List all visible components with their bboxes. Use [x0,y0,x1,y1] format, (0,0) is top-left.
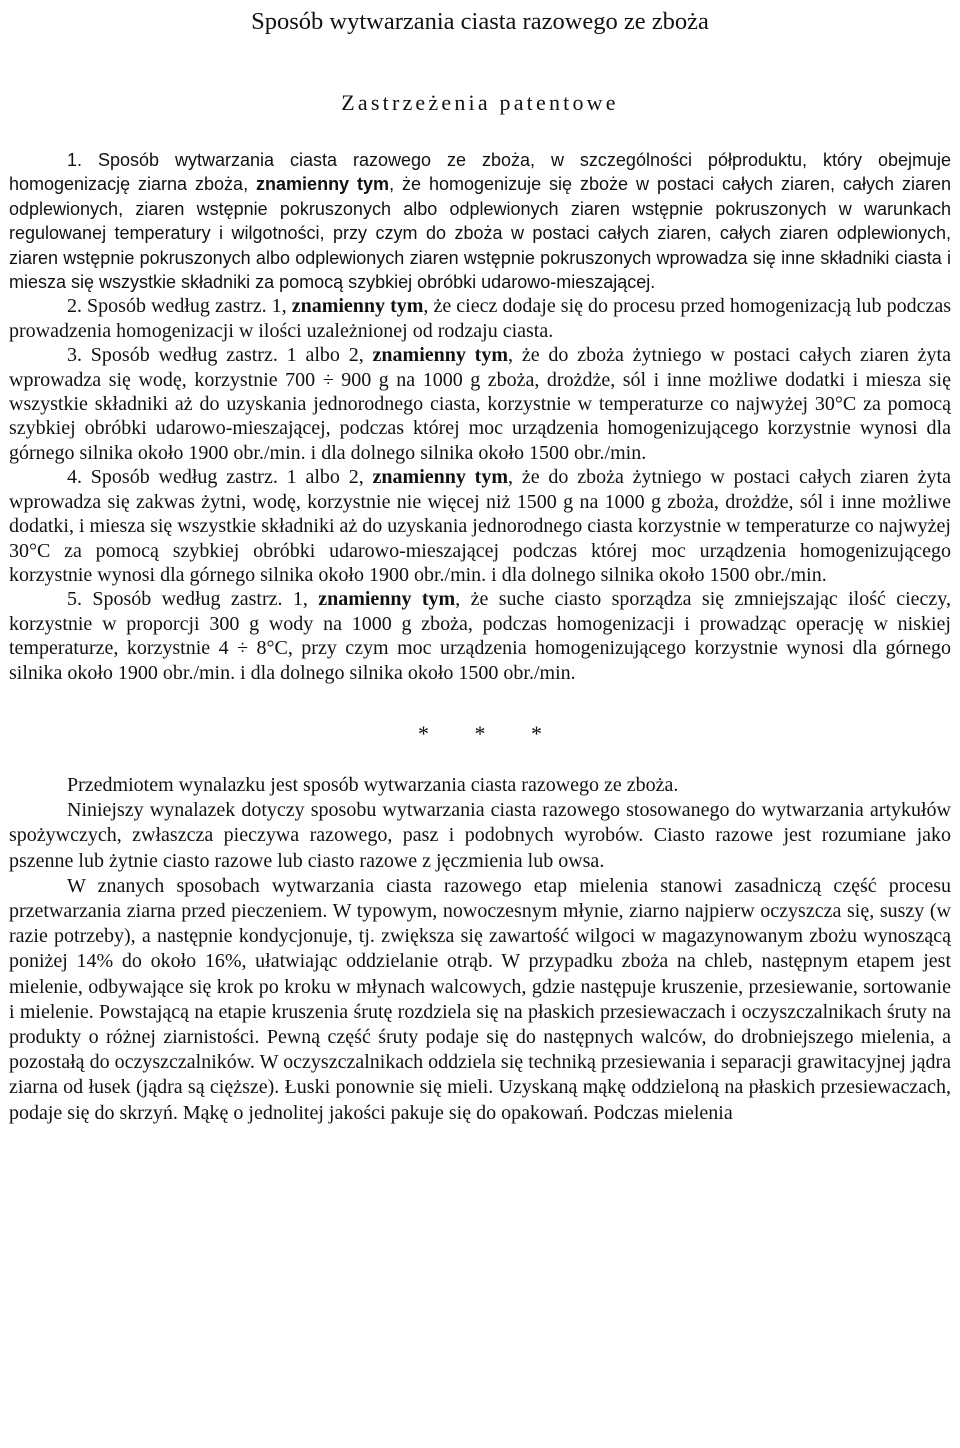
claim-keyword: znamienny tym [291,295,424,318]
claim-keyword: znamienny tym [372,466,509,489]
description-paragraph: Niniejszy wynalazek dotyczy sposobu wytwarzania ciasta razowego stosowanego do wytwarzania artykułów spożywczych, zwłaszcza pieczywa razowego, pasz i podobnych wyrobów. Ciasto razowe jest rozumiane jako pszenne lub żytnie ciasto razowe lub ciasto razowe z jęczmienia lub owsa. [9,799,951,872]
claim-keyword: znamienny tym [372,344,509,367]
claim-3 [9,343,951,465]
section-separator: * * * [418,720,562,746]
claim-text: , że suche ciasto sporządza się zmniejszając ilość cieczy, korzystnie w proporcji 300 g wody na 1000 g zboża, podczas homogenizacji i prowadząc operację w niskiej temperaturze, korzystnie 4 ÷ 8°C, przy czym moc urządzenia homogenizującego korzystnie wynosi dla górnego silnika około 1900 obr./min. i dla dolnego silnika około 1500 obr./min. [9,588,952,684]
claim-keyword: znamienny tym [318,588,456,611]
claim-text: 5. Sposób według zastrz. 1, [67,588,319,611]
claim-text: , że ciecz dodaje się do procesu przed homogenizacją lub podczas prowadzenia homogenizacji w ilości uzależnionej od rodzaju ciasta. [9,295,951,342]
claims-heading: Zastrzeżenia patentowe [341,90,619,115]
claim-keyword: znamienny tym [256,174,390,195]
claim-4 [9,465,951,587]
claim-text: , że do zboża żytniego w postaci całych ziaren żyta wprowadza się zakwas żytni, wodę, korzystnie nie więcej niż 1500 g na 1000 g zboża, drożdże, sól i inne możliwe dodatki, i miesza się wszystkie składniki aż do uzyskania jednorodnego ciasta korzystnie w temperaturze co najwyżej 30°C za pomocą szybkiej obróbki udarowo-mieszającej podczas której moc urządzenia homogenizującego korzystnie wynosi dla górnego silnika około 1900 obr./min. i dla dolnego silnika około 1500 obr./min. [9,466,951,586]
description [9,773,951,1126]
description-paragraph: W znanych sposobach wytwarzania ciasta razowego etap mielenia stanowi zasadniczą część procesu przetwarzania ziarna przed pieczeniem. W typowym, nowoczesnym młynie, ziarno najpierw oczyszcza się, suszy (w razie potrzeby), a następnie kondycjonuje, tj. zwiększa się zawartość wilgoci w magazynowanym zbożu wynoszącą poniżej 14% do około 16%, ułatwiając oddzielanie otrąb. W przypadku zboża na chleb, następnym etapem jest mielenie, odbywające się krok po kroku w młynach walcowych, gdzie następuje kruszenie, przesiewanie, sortowanie i mielenie. Powstającą na etapie kruszenia śrutę rozdziela się na płaskich przesiewaczach i oczyszczalnikach śruty na produkty o różnej ziarnistości. Pewną część śruty podaje się do następnych walców, do drobniejszego mielenia, a pozostałą do oczyszczalników. W oczyszczalnikach oddziela się techniką przesiewania i separacji grawitacyjnej jądra ziarna od łusek (jądra są cięższe). Łuski ponownie się mieli. Uzyskaną mąkę oddzieloną na płaskich przesiewaczach, podaje się do skrzyń. Mąkę o jednolitej jakości pakuje się do opakowań. Podczas mielenia [9,874,951,1124]
claim-1 [9,148,951,294]
document-title: Sposób wytwarzania ciasta razowego ze zboża [251,8,709,35]
claim-2 [9,294,951,343]
description-paragraph: Przedmiotem wynalazku jest sposób wytwarzania ciasta razowego ze zboża. [67,773,679,796]
claim-5 [9,587,951,685]
claim-text: 2. Sposób według zastrz. 1, [67,295,292,318]
claim-text: , że homogenizuje się zboże w postaci całych ziaren, całych ziaren odplewionych, ziaren wstępnie pokruszonych albo odplewionych ziaren wstępnie pokruszonych w warunkach regulowanej temperatury i wilgotności, przy czym do zboża w postaci całych ziaren, całych ziaren odplewionych, ziaren wstępnie pokruszonych albo odplewionych ziaren wstępnie pokruszonych wprowadza się inne składniki ciasta i miesza się wszystkie składniki za pomocą szybkiej obróbki udarowo-mieszającej. [9,174,952,293]
claim-text: , że do zboża żytniego w postaci całych ziaren żyta wprowadza się wodę, korzystnie 700 ÷ 900 g na 1000 g zboża, drożdże, sól i inne możliwe dodatki i miesza się wszystkie składniki aż do uzyskania jednorodnego ciasta, korzystnie w temperaturze co najwyżej 30°C za pomocą szybkiej obróbki udarowo-mieszającej, podczas której moc urządzenia homogenizującego korzystnie wynosi dla górnego silnika około 1900 obr./min. i dla dolnego silnika około 1500 obr./min. [9,344,951,464]
claims-list [9,148,951,685]
claim-text: 1. Sposób wytwarzania ciasta razowego ze zboża, w szczególności półproduktu, który obejmuje homogenizację ziarna zboża, [9,150,951,195]
claim-text: 3. Sposób według zastrz. 1 albo 2, [67,344,373,367]
claim-text: 4. Sposób według zastrz. 1 albo 2, [67,466,373,489]
